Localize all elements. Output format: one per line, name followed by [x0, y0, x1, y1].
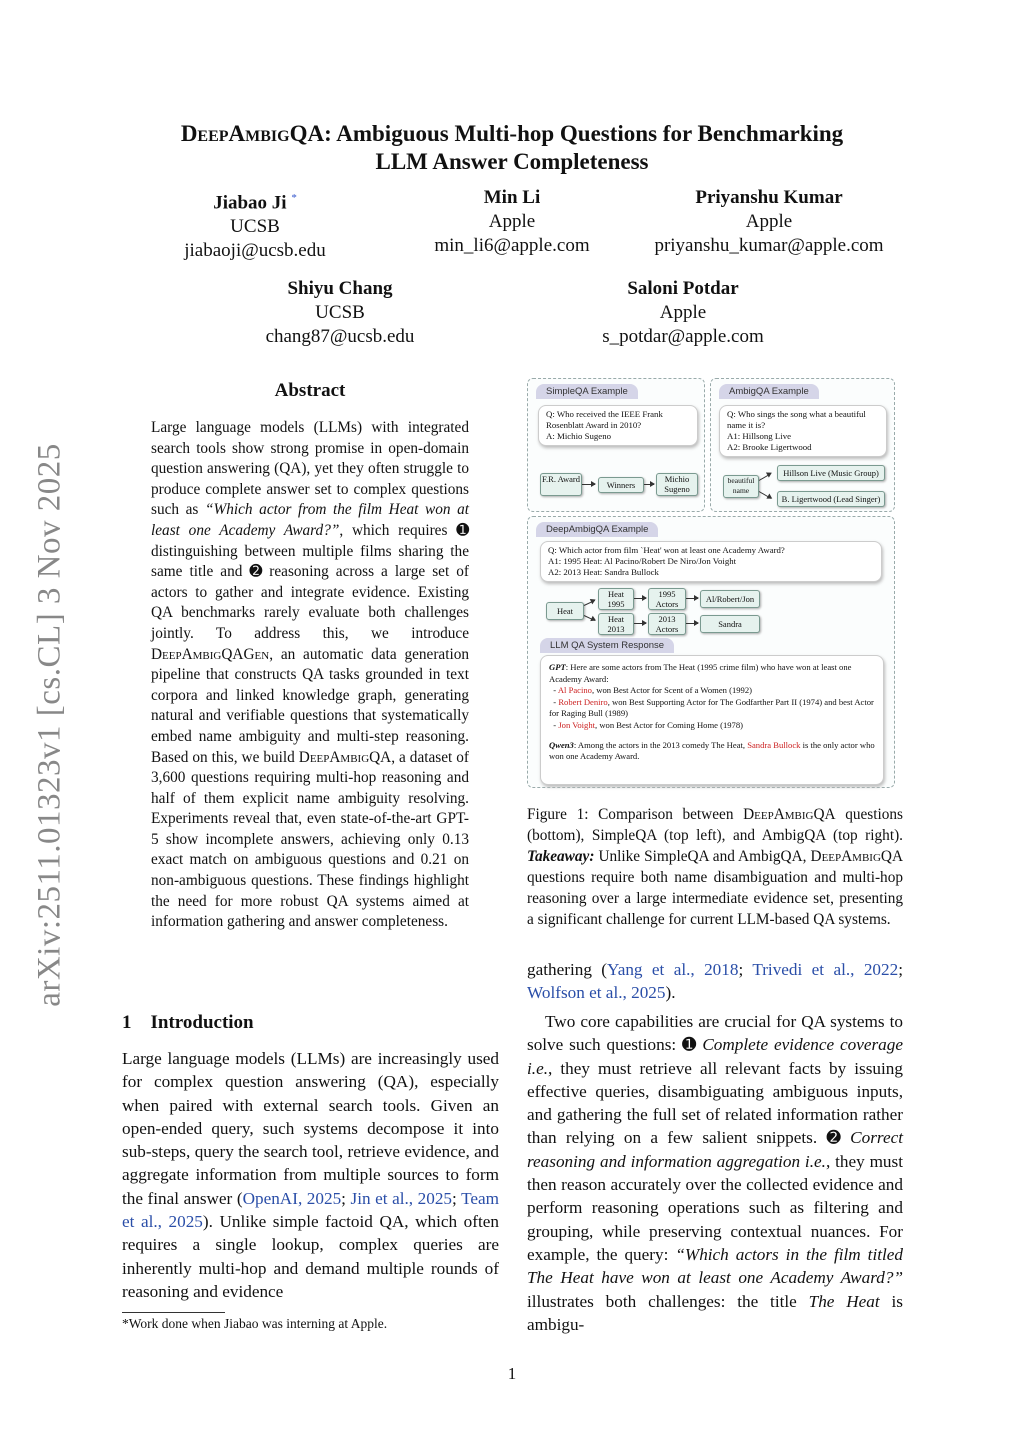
figure-1	[527, 376, 895, 788]
footnote-rule	[122, 1312, 225, 1313]
node-al-robert-jon: Al/Robert/Jon	[700, 590, 760, 608]
footnote: *Work done when Jiabao was interning at Apple.	[122, 1316, 388, 1331]
citation-link[interactable]: Team et al., 2025	[122, 1188, 499, 1232]
citation-link[interactable]: Wolfson et al., 2025	[527, 983, 666, 1003]
arrow	[634, 598, 646, 599]
arrow	[634, 623, 646, 624]
llm-response-box: GPT: Here are some actors from The Heat (1995 crime film) who have won at least one Academy Award: - Al Pacino, won Best Actor for Scent of a Women (1992) - Robert Deniro, won Best Supporting Actor for The Godfarther Part II (1974) and best Actor for Raging Bull (1989) - Jon Voight, won Best Actor for Coming Home (1978) Qwen3: Among the actors in the 2013 comedy The Heat, Sandra Bullock is the only actor who won one Academy Award.	[540, 655, 884, 785]
simpleqa-tag: SimpleQA Example	[536, 384, 638, 399]
ambigqa-tag: AmbigQA Example	[719, 384, 819, 399]
author-email: jiabaoji@ucsb.edu	[184, 240, 326, 262]
arrow	[686, 623, 698, 624]
intro-paragraph: Large language models (LLMs) are increasingly used for complex question answering (QA), especially when paired with external search tools. Given an open-ended query, such systems decompose it into sub-steps, query the search tool, retrieve evidence, and aggregate information from multiple sources to form the final answer (OpenAI, 2025; Jin et al., 2025; Team et al., 2025). Unlike simple factoid QA, which often requires a single lookup, complex queries are inherently multi-hop and demand multiple rounds of reasoning and evidence	[122, 1049, 499, 1301]
actor-jon-voight: Jon Voight	[558, 719, 596, 730]
simpleqa-panel	[527, 378, 705, 512]
node-2013-actors: 2013 Actors	[648, 613, 686, 635]
arrow	[582, 484, 595, 485]
author-affiliation: Apple	[488, 211, 536, 232]
author-affiliation: UCSB	[230, 216, 280, 238]
node-michio-sugeno: Michio Sugeno	[656, 473, 698, 496]
author-name: Jiabao Ji	[213, 192, 287, 214]
citation-link[interactable]: Jin et al., 2025	[350, 1188, 453, 1208]
deepambigqa-panel	[527, 516, 895, 788]
figure-caption: Figure 1: Comparison between DeepAmbigQA questions (bottom), SimpleQA (top left), and AmbigQA (top right). Takeaway: Unlike SimpleQA and AmbigQA, DeepAmbigQA questions require both name disambiguation and multi-hop reasoning over a large intermediate evidence set, presenting a significant challenge for current LLM-based QA systems.	[527, 806, 903, 929]
abstract-heading: Abstract	[274, 380, 346, 401]
gpt-label: GPT	[549, 662, 566, 672]
node-beautiful-name: beautiful name	[723, 475, 759, 498]
node-1995-actors: 1995 Actors	[648, 588, 686, 610]
node-heat-2013: Heat 2013	[598, 613, 634, 635]
author-block	[155, 186, 355, 263]
author-block	[634, 186, 904, 258]
node-sandra: Sandra	[700, 615, 760, 633]
arrow	[686, 598, 698, 599]
page-number: 1	[507, 1364, 517, 1383]
dataset-name: DeepAmbigQA	[298, 748, 392, 766]
node-b-ligertwood: B. Ligertwood (Lead Singer)	[777, 491, 885, 507]
arrow	[584, 615, 595, 621]
qwen-label: Qwen3	[549, 739, 574, 750]
llm-response-tag: LLM QA System Response	[540, 638, 674, 653]
arrow	[644, 484, 654, 485]
arrow	[759, 491, 772, 499]
simpleqa-question-box: Q: Who received the IEEE Frank Rosenblatt Award in 2010? A: Michio Sugeno	[538, 405, 698, 446]
author-email: min_li6@apple.com	[434, 235, 590, 256]
deepambigqa-question-box: Q: Which actor from film `Heat' won at least one Academy Award? A1: 1995 Heat: Al Pacino/Robert De Niro/Jon Voight A2: 2013 Heat: Sandra Bullock	[540, 541, 882, 582]
title-system-name: DeepAmbigQA	[180, 121, 325, 146]
right-column-continuation: gathering (Yang et al., 2018; Trivedi et al., 2022; Wolfson et al., 2025).	[527, 960, 903, 1003]
author-email: priyanshu_kumar@apple.com	[654, 235, 884, 256]
ambigqa-question-box: Q: Who sings the song what a beautiful name it is? A1: Hillsong Live A2: Brooke Ligertwood	[719, 405, 887, 457]
footnote-mark: *	[291, 192, 297, 204]
section-heading-introduction: 1 Introduction	[122, 1012, 254, 1033]
node-heat-1995: Heat 1995	[598, 588, 634, 610]
node-hillsong-live: Hillson Live (Music Group)	[777, 465, 885, 481]
abstract-body: Large language models (LLMs) with integrated search tools show strong promise in open-domain question answering (QA), yet they often struggle to produce complete answer set to complex questions such as “Which actor from the film Heat won at least one Academy Award?”, which requires ➊ distinguishing between multiple films sharing the same title and ➋ reasoning across a large set of actors to gather and integrate evidence. Existing QA benchmarks rarely evaluate both challenges jointly. To address this, we introduce DeepAmbigQAGen, an automatic data generation pipeline that constructs QA tasks grounded in text corpora and linked knowledge graph, generating natural and verifiable questions that systematically embed name ambiguity and multi-step reasoning. Based on this, we build DeepAmbigQA, a dataset of 3,600 questions requiring multi-hop reasoning and half of them explicit name ambiguity resolving. Experiments reveal that, even state-of-the-art GPT-5 show incomplete answers, achieving only 0.13 exact match on ambiguous questions and 0.21 on non-ambiguous questions. These findings highlight the need for more robust QA systems aimed at information gathering and answer completeness.	[151, 419, 470, 931]
author-block	[583, 277, 783, 349]
arxiv-id-text: arXiv:2511.01323v1 [cs.CL] 3 Nov 2025	[31, 443, 68, 1007]
author-email: s_potdar@apple.com	[602, 326, 764, 347]
ambigqa-panel	[710, 378, 895, 512]
author-affiliation: Apple	[659, 302, 707, 323]
actor-sandra-bullock: Sandra Bullock	[747, 739, 801, 750]
node-heat: Heat	[546, 602, 584, 620]
abstract-example-quote: “Which actor from the film Heat won at least one Academy Award?”	[151, 501, 469, 539]
author-email: chang87@ucsb.edu	[265, 326, 415, 347]
author-affiliation: Apple	[745, 211, 793, 232]
author-affiliation: UCSB	[315, 302, 365, 323]
author-block	[240, 277, 440, 349]
author-name: Saloni Potdar	[627, 278, 739, 299]
author-name: Priyanshu Kumar	[695, 187, 843, 208]
author-block	[412, 186, 612, 258]
node-fr-award: F.R. Award	[540, 473, 582, 496]
paper-title	[0, 120, 1024, 176]
title-line1: : Ambiguous Multi-hop Questions for Benchmarking	[324, 121, 844, 146]
actor-al-pacino: Al Pacino	[557, 685, 592, 696]
generator-name: DeepAmbigQAGen	[151, 645, 270, 663]
takeaway-label: Takeaway:	[527, 848, 595, 866]
arrow	[584, 600, 595, 606]
author-name: Shiyu Chang	[287, 278, 393, 299]
arxiv-side-label	[10, 430, 90, 1020]
title-line2: LLM Answer Completeness	[375, 149, 649, 174]
citation-link[interactable]: OpenAI, 2025	[242, 1188, 342, 1208]
author-name: Min Li	[483, 187, 541, 208]
citation-link[interactable]: Yang et al., 2018	[607, 960, 739, 979]
citation-link[interactable]: Trivedi et al., 2022	[752, 960, 899, 979]
deepambigqa-tag: DeepAmbigQA Example	[536, 522, 658, 537]
node-winners: Winners	[598, 477, 644, 493]
actor-robert-deniro: Robert Deniro	[558, 696, 608, 707]
arrow	[759, 473, 772, 481]
right-column-paragraph: Two core capabilities are crucial for QA systems to solve such questions: ➊ Complete evidence coverage i.e., they must retrieve all relevant facts by issuing effective queries, disambiguating ambiguous inputs, and gathering the full set of related information rather than relying on a few salient snippets. ➋ Correct reasoning and information aggregation i.e., they must then reason accurately over the collected evidence and perform reasoning operations such as filtering and grouping, while preserving contextual nuances. For example, the query: “Which actors in the film titled The Heat have won at least one Academy Award?” illustrates both challenges: the title The Heat is ambigu-	[527, 1012, 903, 1334]
